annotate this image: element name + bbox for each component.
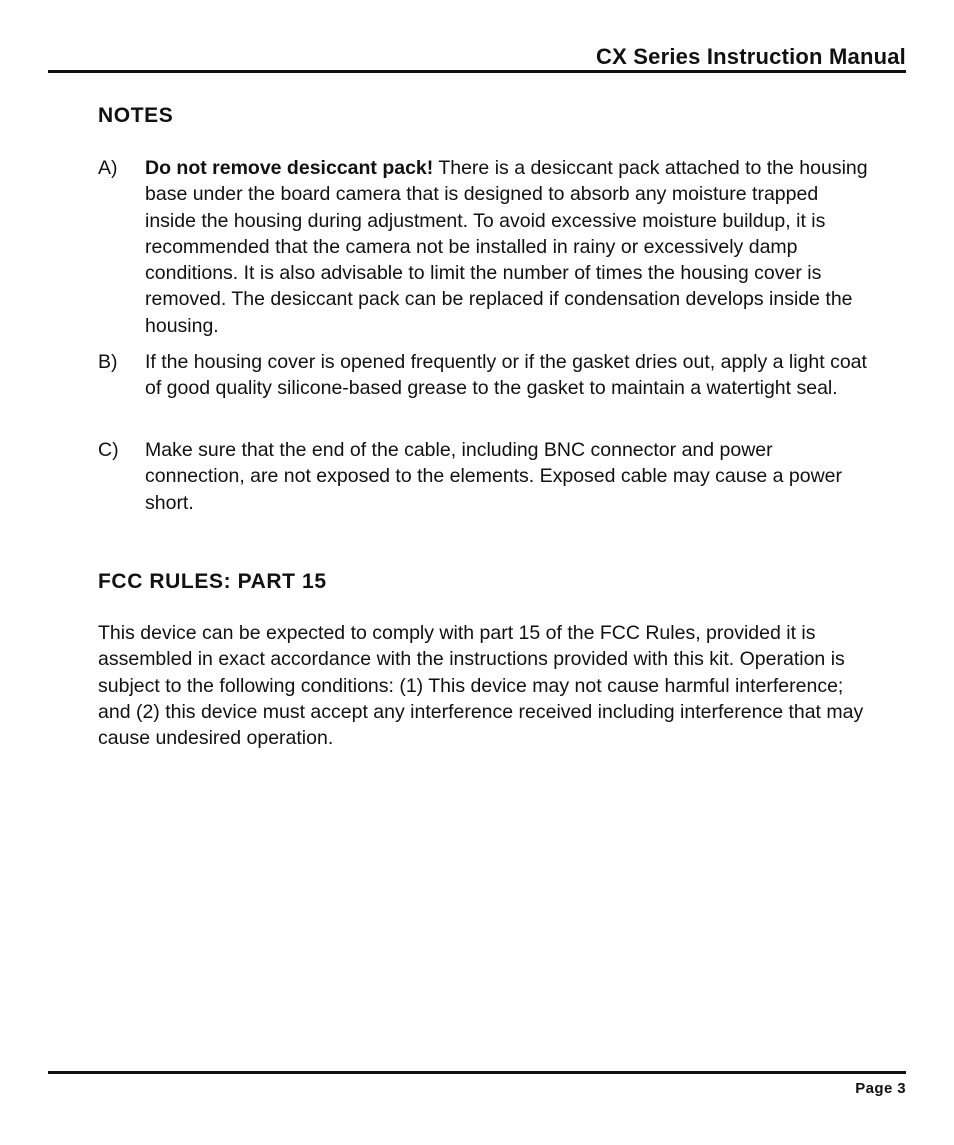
fcc-paragraph: This device can be expected to comply with part 15 of the FCC Rules, provided it is assembled in exact accordance with the instructions provided with this kit. Operation is subject to the following conditions: (1) This device may not cause harmful interference; and (2) this device must accept any interference received including interference that may cause undesired operation. [98, 622, 864, 750]
header-rule [48, 70, 906, 73]
note-letter: A) [98, 157, 118, 179]
note-item-c [98, 437, 868, 516]
note-item-a [98, 155, 868, 339]
note-text: If the housing cover is opened frequently or if the gasket dries out, apply a light coat of good quality silicone-based grease to the gasket to maintain a watertight seal. [145, 351, 867, 400]
page-number: Page 3 [855, 1080, 906, 1097]
note-body: There is a desiccant pack attached to the housing base under the board camera that is designed to absorb any moisture trapped inside the housing during adjustment. To avoid excessive moisture buildup, it is recommended that the camera not be installed in rainy or excessively damp conditions. It is also advisable to limit the number of times the housing cover is removed. The desiccant pack can be replaced if condensation develops inside the housing. [145, 157, 868, 337]
note-letter: B) [98, 351, 118, 373]
footer-rule [48, 1071, 906, 1074]
note-text: Make sure that the end of the cable, including BNC connector and power connection, are not exposed to the elements. Exposed cable may cause a power short. [145, 439, 843, 514]
fcc-heading: FCC RULES: PART 15 [98, 570, 327, 593]
note-item-b [98, 349, 868, 402]
manual-title: CX Series Instruction Manual [595, 44, 906, 69]
note-text [145, 155, 868, 339]
note-emphasis: Do not remove desiccant pack! [145, 157, 434, 179]
notes-heading: NOTES [98, 104, 174, 127]
note-letter: C) [98, 439, 119, 461]
